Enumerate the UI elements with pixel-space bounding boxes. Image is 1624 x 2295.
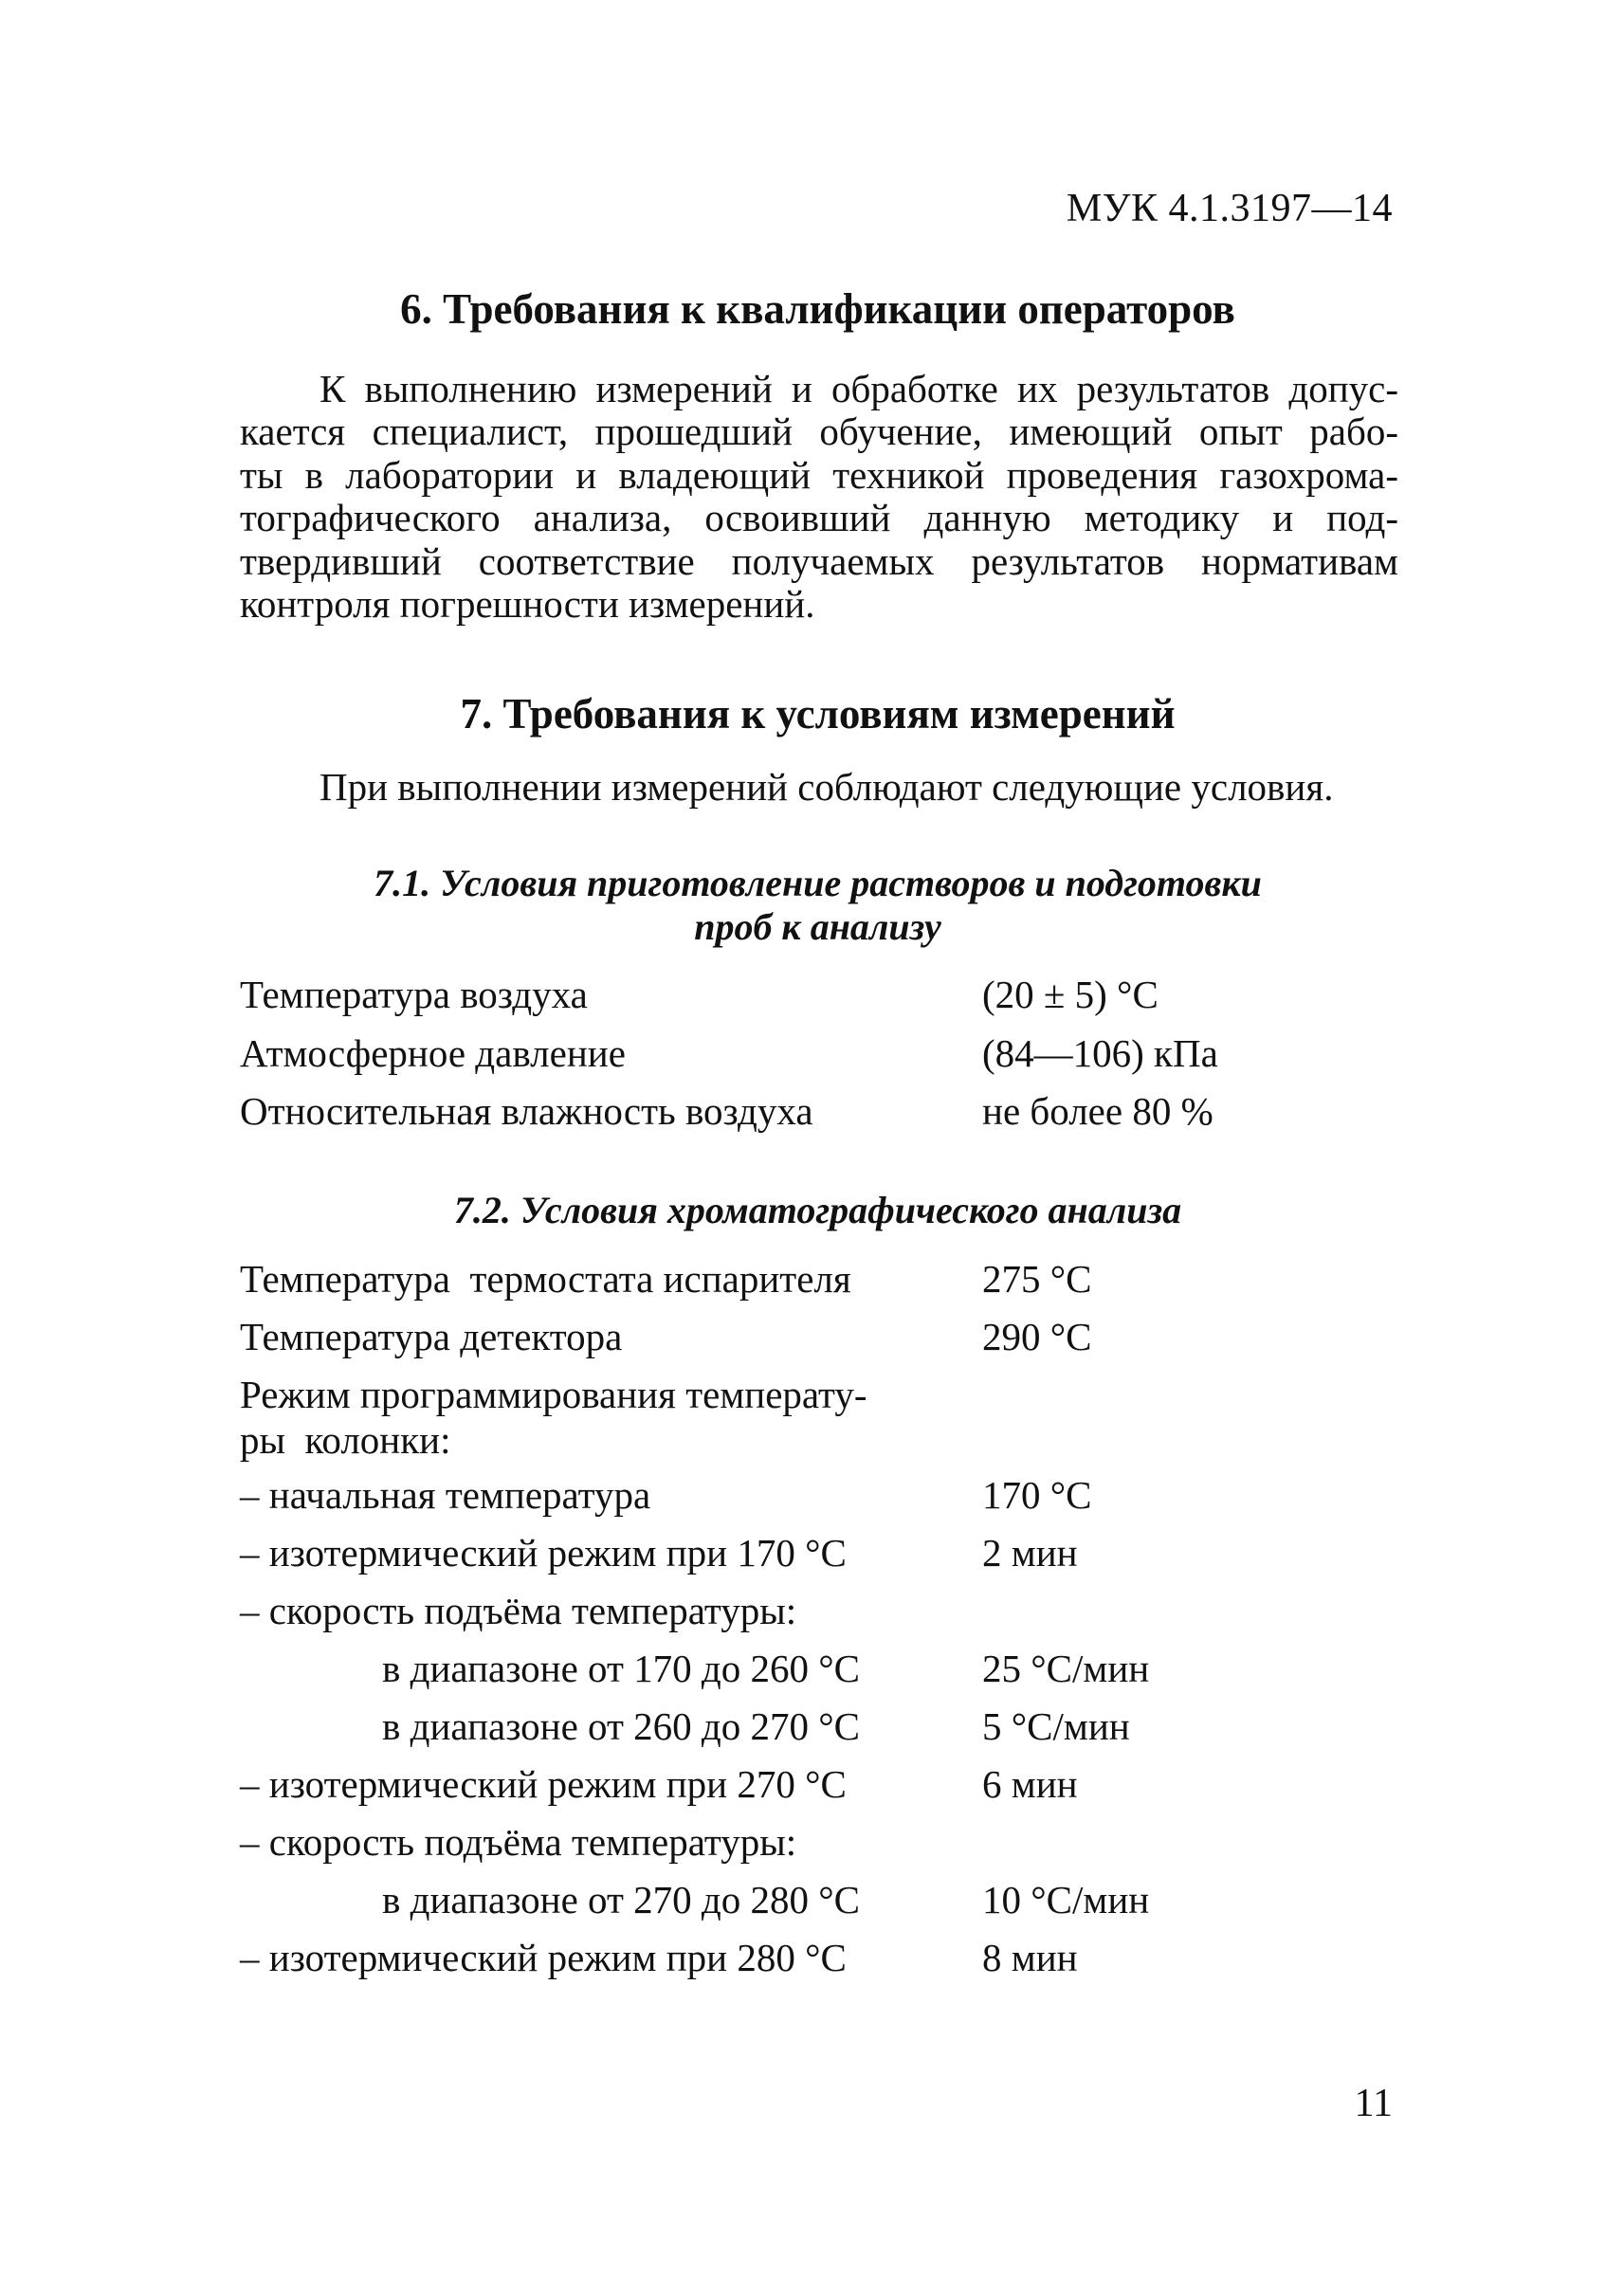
condition-label: – начальная температура [240, 1473, 651, 1517]
condition-value: 10 °С/мин [982, 1878, 1150, 1922]
subsection-7-1-title [237, 862, 1398, 949]
condition-value: 5 °С/мин [982, 1704, 1130, 1748]
condition-label: в диапазоне от 260 до 270 °С [382, 1704, 861, 1748]
subsection-7-2-title: 7.2. Условия хроматографического анализа [453, 1189, 1182, 1231]
condition-label: – изотермический режим при 280 °С [240, 1936, 847, 1979]
condition-value: не более 80 % [982, 1089, 1213, 1133]
subsection-title-line: 7.1. Условия приготовление растворов и подготовки [374, 862, 1262, 904]
section-6-title: 6. Требования к квалификации операторов [400, 285, 1235, 333]
condition-label: ры колонки: [240, 1418, 451, 1462]
section-6-paragraph [240, 368, 1398, 626]
section-7-title: 7. Требования к условиям измерений [460, 690, 1176, 738]
condition-label: в диапазоне от 270 до 280 °С [382, 1878, 861, 1922]
condition-label: Относительная влажность воздуха [240, 1089, 813, 1133]
subsection-title-line: проб к анализу [694, 905, 941, 948]
condition-label: Режим программирования температу- [240, 1373, 867, 1416]
paragraph-line: кается специалист, прошедший обучение, имеющий опыт рабо- [240, 410, 1398, 454]
paragraph-line: тографического анализа, освоивший данную методику и под- [240, 496, 1398, 540]
condition-value: (84—106) кПа [982, 1031, 1218, 1075]
condition-label: Температура детектора [240, 1315, 623, 1358]
condition-value: 170 °С [982, 1473, 1092, 1517]
paragraph-line: контроля погрешности измерений. [240, 582, 815, 627]
condition-label: – скорость подъёма температуры: [240, 1589, 797, 1632]
condition-label: – изотермический режим при 170 °С [240, 1531, 847, 1575]
condition-label: Температура термостата испарителя [240, 1257, 851, 1301]
condition-value: (20 ± 5) °С [982, 973, 1159, 1016]
condition-value: 6 мин [982, 1762, 1078, 1806]
condition-label: Атмосферное давление [240, 1031, 626, 1075]
condition-label: Температура воздуха [240, 973, 588, 1016]
paragraph-line: твердивший соответствие получаемых результатов нормативам [240, 538, 1398, 583]
paragraph-line: К выполнению измерений и обработке их результатов допус- [319, 367, 1398, 410]
condition-value: 275 °С [982, 1257, 1092, 1301]
condition-value: 8 мин [982, 1936, 1078, 1979]
condition-value: 290 °С [982, 1315, 1092, 1358]
section-7-intro: При выполнении измерений соблюдают следующие условия. [319, 765, 1334, 809]
paragraph-line: ты в лаборатории и владеющий техникой проведения газохрома- [240, 452, 1398, 497]
condition-value: 2 мин [982, 1531, 1078, 1575]
page-number: 11 [1354, 2082, 1393, 2125]
condition-label: – скорость подъёма температуры: [240, 1820, 797, 1864]
condition-label: – изотермический режим при 270 °С [240, 1762, 847, 1806]
document-code: МУК 4.1.3197—14 [1066, 187, 1393, 230]
condition-label: в диапазоне от 170 до 260 °С [382, 1647, 861, 1690]
condition-value: 25 °С/мин [982, 1647, 1150, 1690]
